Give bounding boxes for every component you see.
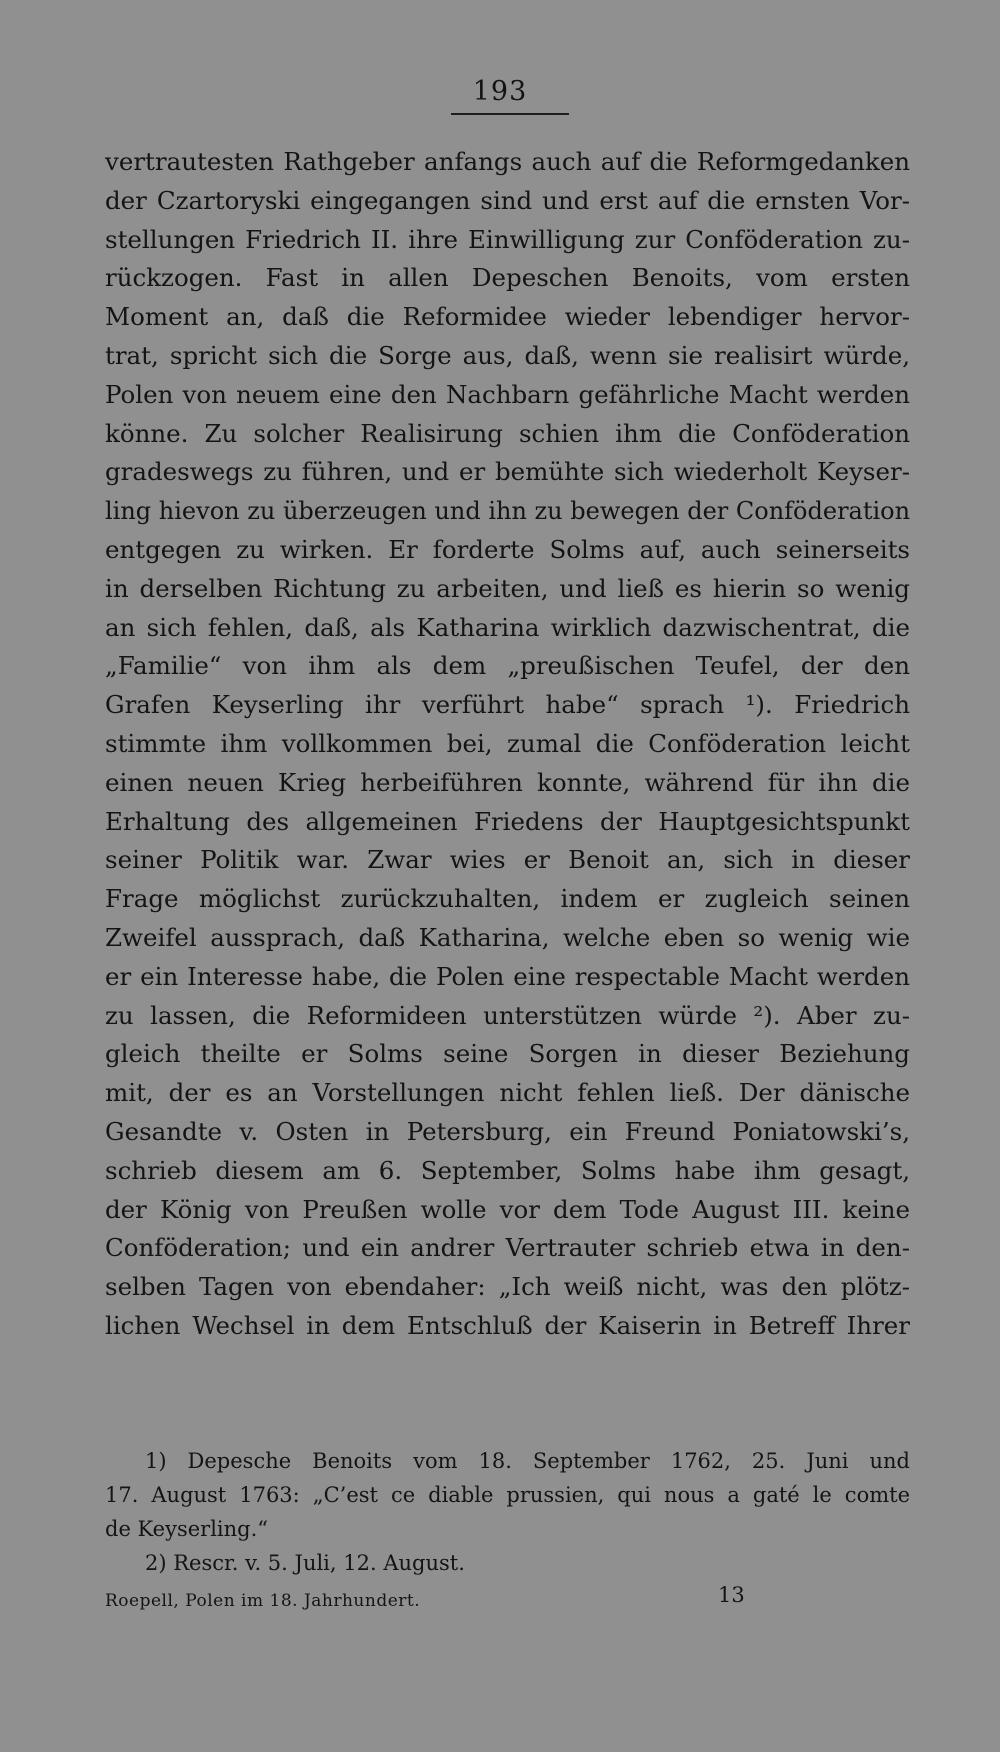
text-line: zu lassen, die Reformideen unterstützen würde ²). Aber zu- bbox=[105, 1000, 910, 1030]
text-line: einen neuen Krieg herbeiführen konnte, während für ihn die bbox=[105, 767, 910, 797]
footnotes bbox=[105, 1444, 910, 1580]
text-line: Moment an, daß die Reformidee wieder lebendiger hervor- bbox=[105, 302, 910, 332]
text-line: stimmte ihm vollkommen bei, zumal die Conföderation leicht bbox=[105, 728, 910, 758]
printer-signature: Roepell, Polen im 18. Jahrhundert. bbox=[105, 1591, 421, 1611]
footnote-2: 2) Rescr. v. 5. Juli, 12. August. bbox=[145, 1551, 465, 1575]
text-line: er ein Interesse habe, die Polen eine respectable Macht werden bbox=[105, 961, 910, 991]
text-line: ling hievon zu überzeugen und ihn zu bewegen der Conföderation bbox=[105, 497, 911, 526]
text-line: trat, spricht sich die Sorge aus, daß, wenn sie realisirt würde, bbox=[105, 340, 910, 370]
footnote-1-continued: 17. August 1763: „C’est ce diable prussien, qui nous a gaté le comte bbox=[105, 1483, 910, 1507]
text-line: seiner Politik war. Zwar wies er Benoit an, sich in dieser bbox=[105, 845, 910, 875]
text-line: an sich fehlen, daß, als Katharina wirklich dazwischentrat, die bbox=[105, 612, 910, 642]
page-number: 193 bbox=[472, 76, 528, 107]
text-line: vertrautesten Rathgeber anfangs auch auf die Reformgedanken bbox=[105, 147, 910, 176]
text-line: Frage möglichst zurückzuhalten, indem er zugleich seinen bbox=[105, 884, 910, 914]
text-line: Gesandte v. Osten in Petersburg, ein Freund Poniatowski’s, bbox=[105, 1116, 910, 1146]
text-line: mit, der es an Vorstellungen nicht fehlen ließ. Der dänische bbox=[105, 1078, 910, 1108]
text-line: entgegen zu wirken. Er forderte Solms auf, auch seinerseits bbox=[105, 534, 910, 564]
text-line: Zweifel aussprach, daß Katharina, welche eben so wenig wie bbox=[105, 922, 910, 952]
text-line: „Familie“ von ihm als dem „preußischen Teufel, der den bbox=[105, 651, 910, 681]
text-line: schrieb diesem am 6. September, Solms habe ihm gesagt, bbox=[105, 1155, 910, 1185]
text-line: rückzogen. Fast in allen Depeschen Benoits, vom ersten bbox=[105, 263, 910, 293]
main-text bbox=[105, 143, 910, 1346]
text-line: gleich theilte er Solms seine Sorgen in dieser Beziehung bbox=[105, 1039, 910, 1069]
sheet-number: 13 bbox=[718, 1583, 745, 1607]
text-line: stellungen Friedrich II. ihre Einwilligung zur Conföderation zu- bbox=[105, 224, 910, 254]
text-line: lichen Wechsel in dem Entschluß der Kaiserin in Betreff Ihrer bbox=[105, 1310, 910, 1340]
text-line: der Czartoryski eingegangen sind und erst auf die ernsten Vor- bbox=[105, 185, 910, 215]
text-line: Grafen Keyserling ihr verführt habe“ sprach ¹). Friedrich bbox=[105, 690, 910, 720]
text-line: könne. Zu solcher Realisirung schien ihm die Conföderation bbox=[105, 418, 910, 448]
text-line: der König von Preußen wolle vor dem Tode August III. keine bbox=[105, 1194, 910, 1224]
footnote-1-end: de Keyserling.“ bbox=[105, 1517, 269, 1541]
text-line: Polen von neuem eine den Nachbarn gefährliche Macht werden bbox=[105, 379, 910, 409]
text-line: in derselben Richtung zu arbeiten, und ließ es hierin so wenig bbox=[105, 573, 910, 603]
text-line: selben Tagen von ebendaher: „Ich weiß nicht, was den plötz- bbox=[105, 1272, 910, 1302]
text-line: gradeswegs zu führen, und er bemühte sich wiederholt Keyser- bbox=[105, 457, 910, 487]
text-line: Erhaltung des allgemeinen Friedens der Hauptgesichtspunkt bbox=[105, 806, 910, 836]
text-line: Conföderation; und ein andrer Vertrauter schrieb etwa in den- bbox=[105, 1233, 910, 1263]
header-rule bbox=[451, 113, 569, 115]
footnote-1: 1) Depesche Benoits vom 18. September 1762, 25. Juni und bbox=[145, 1449, 910, 1473]
